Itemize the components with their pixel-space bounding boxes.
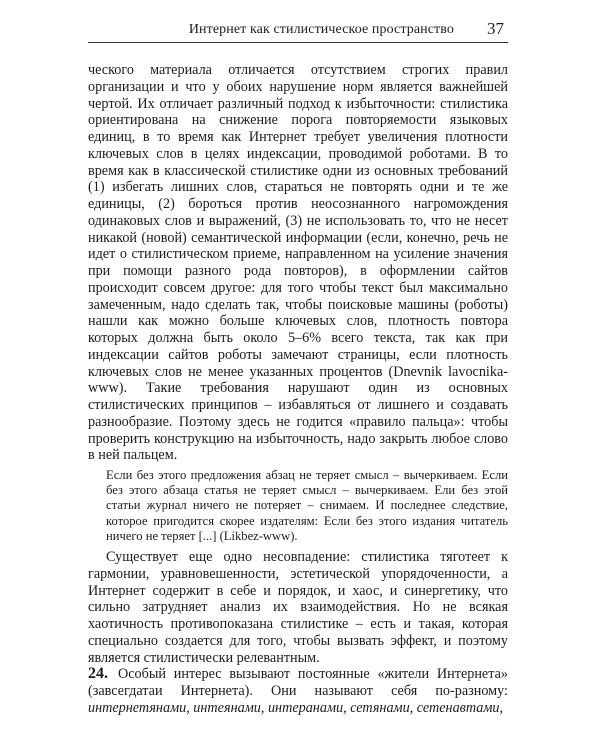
section-terms: интернетянами, интеянами, интеранами, сетянами, сетенавтами, — [88, 699, 504, 716]
running-header — [88, 16, 508, 43]
page-body — [88, 62, 508, 717]
page-number: 37 — [487, 19, 504, 38]
paragraph-continued: ческого материала отличается отсутствием строгих правил организации и что у обоих нарушение норм является важнейшей чертой. Их отличает различный подход к избыточности: стилистика ориентирована на снижение порога повторяемости языковых единиц, в то время как Интернет требует увеличения плотности ключевых слов в целях индексации, проводимой роботами. В то время как в классической стилистике одни из основных требований (1) избегать лишних слов, стараться не повторять одни и те же единицы, (2) бороться против неосознанного нагромождения одинаковых слов и выражений, (3) не использовать то, что не несет никакой (новой) семантической информации (если, конечно, речь не идет о стилистическом приеме, направленном на усиление значения при помощи разного рода повторов), в оформлении сайтов происходит совсем другое: для того чтобы текст был максимально замеченным, надо сделать так, чтобы поисковые машины (роботы) нашли как можно больше ключевых слов, плотность повтора которых должна быть около 5–6% всего текста, так как при индексации сайтов роботы замечают страницы, если плотность ключевых слов не менее указанных процентов (Dnevnik lavocnika-www). Такие требования нарушают один из основных стилистических принципов – избавляться от лишнего и создавать разнообразие. Поэтому здесь не годится «правило пальца»: чтобы проверить конструкцию на избыточность, надо закрыть любое слово в ней пальцем. — [88, 62, 508, 464]
section-text: Особый интерес вызывают постоянные «жители Интернета» (завсегдатаи Интернета). Они называют себя по-разному: — [88, 666, 508, 700]
paragraph: Существует еще одно несовпадение: стилистика тяготеет к гармонии, уравновешенности, эстетической упорядоченности, а Интернет содержит в себе и порядок, и хаос, и синергетику, что сильно затрудняет анализ их взаимодействия. Но не всякая хаотичность противопоказана стилистике – есть и такая, которая специально создается для того, чтобы вызвать эффект, и поэтому является стилистически релевантным. — [88, 549, 508, 666]
section-number: 24. — [88, 665, 108, 683]
section-24 — [88, 666, 508, 716]
block-quote: Если без этого предложения абзац не теряет смысл – вычеркиваем. Если без этого абзаца статья не теряет смысл – вычеркиваем. Ели без этой статьи журнал ничего не потеряет – снимаем. И последнее следствие, которое пригодится скорее издателям: Если без этого издания читатель ничего не теряет [...] (Likbez-www). — [106, 468, 508, 543]
running-title: Интернет как стилистическое пространство — [188, 22, 454, 37]
